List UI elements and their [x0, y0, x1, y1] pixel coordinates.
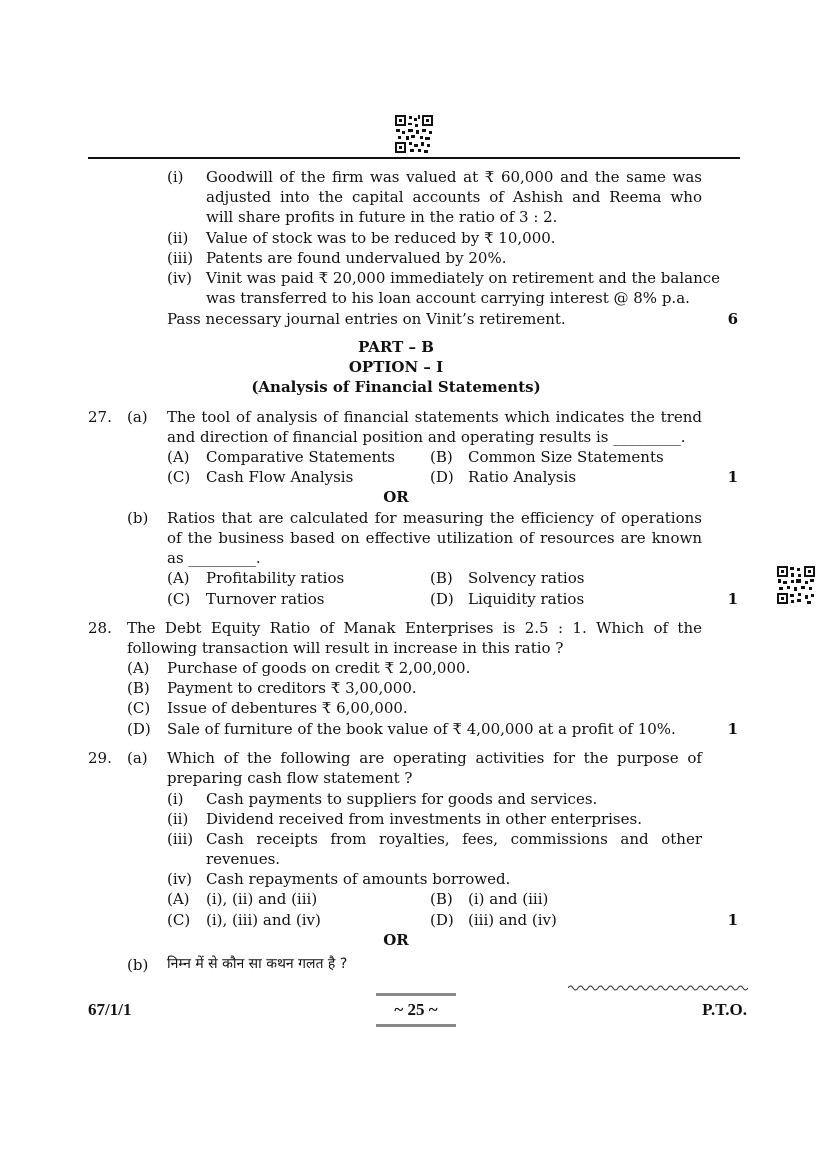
question-text: Patents are found undervalued by 20%. [206, 249, 507, 267]
wavy-line-icon [568, 983, 748, 993]
option-text: Cash Flow Analysis [206, 468, 354, 486]
question-text: following transaction will result in increase in this ratio ? [127, 639, 564, 657]
part-label: (b) [127, 956, 149, 974]
marks: 6 [727, 310, 738, 328]
question-text: Cash receipts from royalties, fees, commissions and other [206, 830, 702, 848]
option-text: Purchase of goods on credit ₹ 2,00,000. [167, 659, 471, 677]
question-text: preparing cash flow statement ? [167, 769, 413, 787]
option-text: Payment to creditors ₹ 3,00,000. [167, 679, 417, 697]
marks: 1 [727, 911, 738, 929]
question-number: 28. [88, 619, 112, 637]
header-rule [88, 157, 740, 159]
or-divider: OR [383, 931, 409, 949]
page-number: ~ 25 ~ [394, 1000, 438, 1019]
sub-item-number: (iv) [167, 269, 192, 287]
qr-code-icon [776, 565, 816, 605]
option-text: (iii) and (iv) [468, 911, 557, 929]
question-text: of the business based on effective utilization of resources are known [167, 529, 702, 547]
option-label: (B) [127, 679, 150, 697]
question-text: Ratios that are calculated for measuring the efficiency of operations [167, 509, 702, 527]
section-subtitle: (Analysis of Financial Statements) [251, 378, 541, 396]
option-text: Solvency ratios [468, 569, 585, 587]
option-label: (A) [167, 448, 190, 466]
option-text: Issue of debentures ₹ 6,00,000. [167, 699, 408, 717]
question-text: will share profits in future in the ratio of 3 : 2. [206, 208, 558, 226]
option-label: (C) [167, 911, 191, 929]
question-number: 27. [88, 408, 112, 426]
option-label: (A) [167, 890, 190, 908]
question-text: and direction of financial position and operating results is _________. [167, 428, 686, 446]
question-number: 29. [88, 749, 112, 767]
option-text: Common Size Statements [468, 448, 664, 466]
option-text: Comparative Statements [206, 448, 395, 466]
or-divider: OR [383, 488, 409, 506]
sub-item-number: (i) [167, 168, 184, 186]
marks: 1 [727, 590, 738, 608]
paper-code: 67/1/1 [88, 1000, 132, 1019]
option-label: (B) [430, 448, 453, 466]
marks: 1 [727, 468, 738, 486]
sub-item-number: (iii) [167, 249, 194, 267]
page-number-rule [376, 993, 456, 996]
option-text: (i) and (iii) [468, 890, 549, 908]
sub-item-number: (ii) [167, 810, 189, 828]
question-text: Goodwill of the firm was valued at ₹ 60,000 and the same was [206, 168, 702, 186]
marks: 1 [727, 720, 738, 738]
option-label: (B) [430, 569, 453, 587]
option-text: (i), (ii) and (iii) [206, 890, 318, 908]
page-number-rule [376, 1024, 456, 1027]
option-label: (A) [127, 659, 150, 677]
option-label: (D) [430, 590, 454, 608]
question-text: adjusted into the capital accounts of Ashish and Reema who [206, 188, 702, 206]
question-instruction: Pass necessary journal entries on Vinit’s retirement. [167, 310, 566, 328]
option-text: Sale of furniture of the book value of ₹ 4,00,000 at a profit of 10%. [167, 720, 676, 738]
question-text-hindi: निम्न में से कौन सा कथन गलत है ? [167, 956, 348, 972]
option-label: (B) [430, 890, 453, 908]
question-text: Cash payments to suppliers for goods and services. [206, 790, 598, 808]
option-text: Profitability ratios [206, 569, 345, 587]
option-text: Liquidity ratios [468, 590, 585, 608]
question-text: revenues. [206, 850, 281, 868]
option-text: Ratio Analysis [468, 468, 577, 486]
option-label: (A) [167, 569, 190, 587]
question-text: Value of stock was to be reduced by ₹ 10,000. [206, 229, 556, 247]
option-label: (C) [127, 699, 151, 717]
option-heading: OPTION – I [348, 358, 444, 376]
part-label: (b) [127, 509, 149, 527]
part-heading: PART – B [358, 338, 434, 356]
option-label: (C) [167, 590, 191, 608]
option-label: (D) [127, 720, 151, 738]
option-label: (D) [430, 911, 454, 929]
question-text: Dividend received from investments in other enterprises. [206, 810, 642, 828]
sub-item-number: (iv) [167, 870, 192, 888]
qr-code-icon [394, 114, 434, 154]
question-text: as _________. [167, 549, 261, 567]
question-text: Cash repayments of amounts borrowed. [206, 870, 511, 888]
option-text: Turnover ratios [206, 590, 325, 608]
question-text: Vinit was paid ₹ 20,000 immediately on retirement and the balance [206, 269, 721, 287]
part-label: (a) [127, 749, 148, 767]
sub-item-number: (ii) [167, 229, 189, 247]
sub-item-number: (iii) [167, 830, 194, 848]
option-label: (D) [430, 468, 454, 486]
question-text: The Debt Equity Ratio of Manak Enterprises is 2.5 : 1. Which of the [127, 619, 702, 637]
sub-item-number: (i) [167, 790, 184, 808]
pto-label: P.T.O. [702, 1000, 747, 1019]
option-text: (i), (iii) and (iv) [206, 911, 321, 929]
question-text: The tool of analysis of financial statements which indicates the trend [167, 408, 702, 426]
part-label: (a) [127, 408, 148, 426]
question-text: Which of the following are operating activities for the purpose of [167, 749, 702, 767]
option-label: (C) [167, 468, 191, 486]
question-text: was transferred to his loan account carrying interest @ 8% p.a. [206, 289, 690, 307]
